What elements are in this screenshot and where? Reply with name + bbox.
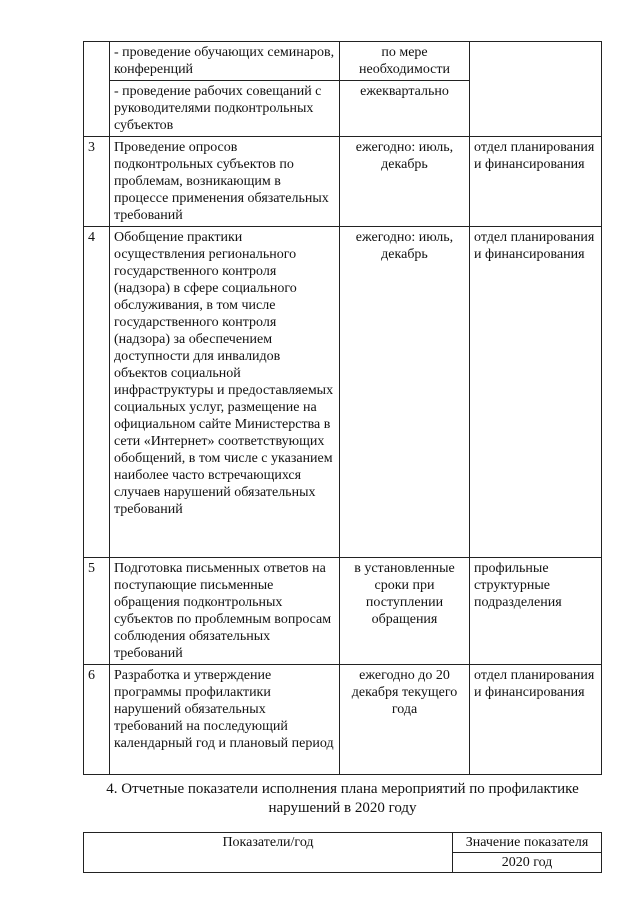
- year-header: 2020 год: [453, 853, 602, 873]
- measure-responsible: отдел планирования и финансирования: [470, 227, 602, 558]
- table-row: [84, 137, 602, 227]
- row-number: 6: [84, 665, 110, 775]
- measure-responsible: отдел планирования и финансирования: [470, 137, 602, 227]
- row-number: 4: [84, 227, 110, 558]
- row-number: 5: [84, 558, 110, 665]
- row-number: [84, 42, 110, 137]
- measure-term: по мере необходимости: [340, 42, 470, 81]
- measure-term: ежеквартально: [340, 81, 470, 137]
- measure-responsible: отдел планирования и финансирования: [470, 665, 602, 775]
- measure-name: Подготовка письменных ответов на поступающие письменные обращения подконтрольных субъектов по проблемным вопросам соблюдения обязательных требований: [110, 558, 340, 665]
- section-heading: 4. Отчетные показатели исполнения плана мероприятий по профилактике нарушений в 2020 году: [106, 781, 579, 816]
- measure-term: ежегодно: июль, декабрь: [340, 137, 470, 227]
- measure-responsible: профильные структурные подразделения: [470, 558, 602, 665]
- table-row: [84, 558, 602, 665]
- table-row: [84, 227, 602, 558]
- plan-table: [83, 41, 602, 775]
- measure-term: в установленные сроки при поступлении обращения: [340, 558, 470, 665]
- measure-responsible: [470, 42, 602, 137]
- value-header: Значение показателя: [453, 833, 602, 853]
- measure-term: ежегодно: июль, декабрь: [340, 227, 470, 558]
- indicators-table: [83, 832, 602, 873]
- measure-name: - проведение рабочих совещаний с руководителями подконтрольных субъектов: [110, 81, 340, 137]
- measure-name: - проведение обучающих семинаров, конференций: [110, 42, 340, 81]
- row-number: 3: [84, 137, 110, 227]
- indicator-header: Показатели/год: [84, 833, 453, 873]
- table-row: [84, 833, 602, 853]
- table-row: [84, 42, 602, 81]
- table-row: [84, 665, 602, 775]
- measure-term: ежегодно до 20 декабря текущего года: [340, 665, 470, 775]
- measure-name: Проведение опросов подконтрольных субъектов по проблемам, возникающим в процессе применения обязательных требований: [110, 137, 340, 227]
- measure-name: Разработка и утверждение программы профилактики нарушений обязательных требований на последующий календарный год и плановый период: [110, 665, 340, 775]
- measure-name: Обобщение практики осуществления регионального государственного контроля (надзора) в сфере социального обслуживания, в том числе государственного контроля (надзора) за обеспечением доступности для инвалидов объектов социальной инфраструктуры и предоставляемых социальных услуг, размещение на официальном сайте Министерства в сети «Интернет» соответствующих обобщений, в том числе с указанием наиболее часто встречающихся случаев нарушений обязательных требований: [110, 227, 340, 558]
